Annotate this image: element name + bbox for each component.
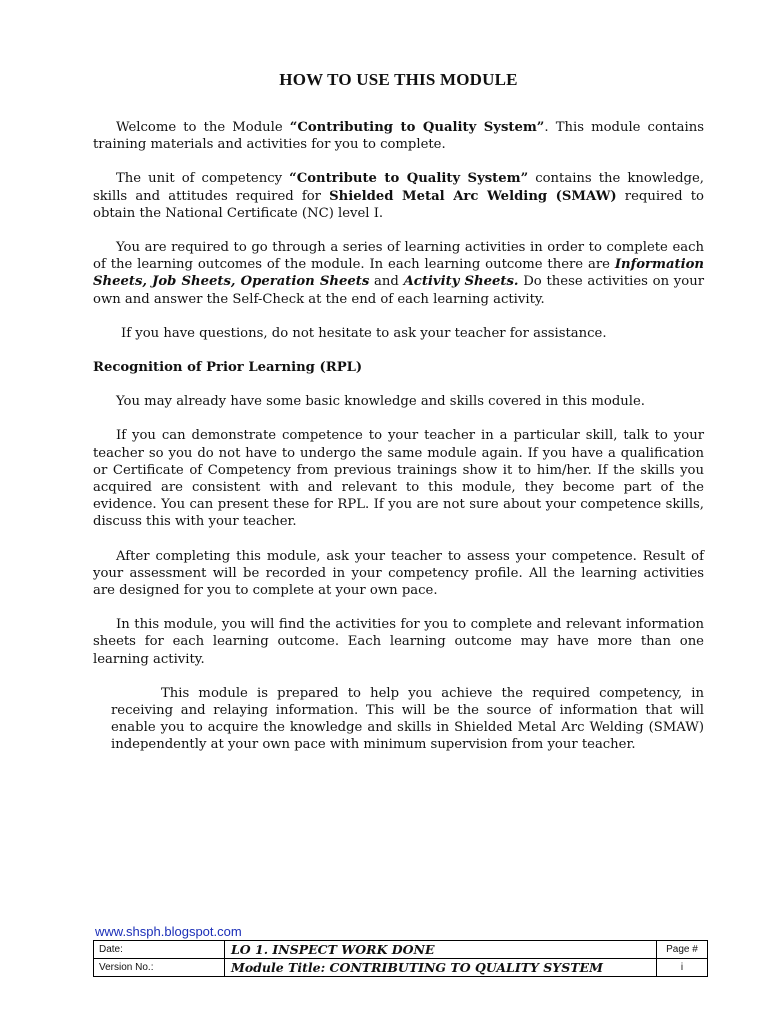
rpl-heading: Recognition of Prior Learning (RPL) xyxy=(93,360,363,376)
footer-row xyxy=(94,959,708,977)
paragraph-learning-activities: You are required to go through a series of learning activities in order to complete each of the learning outcomes of the module. In each learning outcome there are Information Sheets, Job Sheets, Operation Sheets and Activity Sheets. Do these activities on your own and answer the Self-Check at the end of each learning activity. xyxy=(93,240,704,307)
website-link[interactable]: www.shsph.blogspot.com xyxy=(95,924,242,939)
paragraph-welcome: Welcome to the Module “Contributing to Quality System”. This module contains training materials and activities for you to complete. xyxy=(93,120,705,153)
paragraph-unit-of-competency: The unit of competency “Contribute to Quality System” contains the knowledge, skills and attitudes required for Shielded Metal Arc Welding (SMAW) required to obtain the National Certificate (NC) level I. xyxy=(93,171,704,221)
paragraph-demonstrate-competence: If you can demonstrate competence to your teacher in a particular skill, talk to your teacher so you do not have to undergo the same module again. If you have a qualification or Certificate of Competency from previous trainings show it to him/her. If the skills you acquired are consistent with and relevant to this module, they become part of the evidence. You can present these for RPL. If you are not sure about your competence skills, discuss this with your teacher. xyxy=(93,428,704,530)
footer-row xyxy=(94,941,708,959)
module-instructions xyxy=(93,119,704,771)
footer-table xyxy=(93,940,708,977)
module-title: Module Title: CONTRIBUTING TO QUALITY SYSTEM xyxy=(225,959,657,977)
paragraph-module-purpose: This module is prepared to help you achieve the required competency, in receiving and relaying information. This will be the source of information that will enable you to acquire the knowledge and skills in Shielded Metal Arc Welding (SMAW) independently at your own pace with minimum supervision from your teacher. xyxy=(111,685,704,753)
paragraph-questions: If you have questions, do not hesitate to ask your teacher for assistance. xyxy=(121,325,607,341)
page-title: HOW TO USE THIS MODULE xyxy=(279,70,518,89)
paragraph-activities: In this module, you will find the activities for you to complete and relevant information sheets for each learning outcome. Each learning outcome may have more than one learning activity. xyxy=(93,617,704,667)
page-label: Page # xyxy=(657,941,708,959)
date-label: Date: xyxy=(94,941,225,959)
paragraph-assessment: After completing this module, ask your teacher to assess your competence. Result of your assessment will be recorded in your competency profile. All the learning activities are designed for you to complete at your own pace. xyxy=(93,548,704,599)
version-label: Version No.: xyxy=(94,959,225,977)
paragraph-prior-knowledge: You may already have some basic knowledge and skills covered in this module. xyxy=(116,394,645,410)
learning-outcome: LO 1. INSPECT WORK DONE xyxy=(225,941,657,959)
page-number: i xyxy=(657,959,708,977)
